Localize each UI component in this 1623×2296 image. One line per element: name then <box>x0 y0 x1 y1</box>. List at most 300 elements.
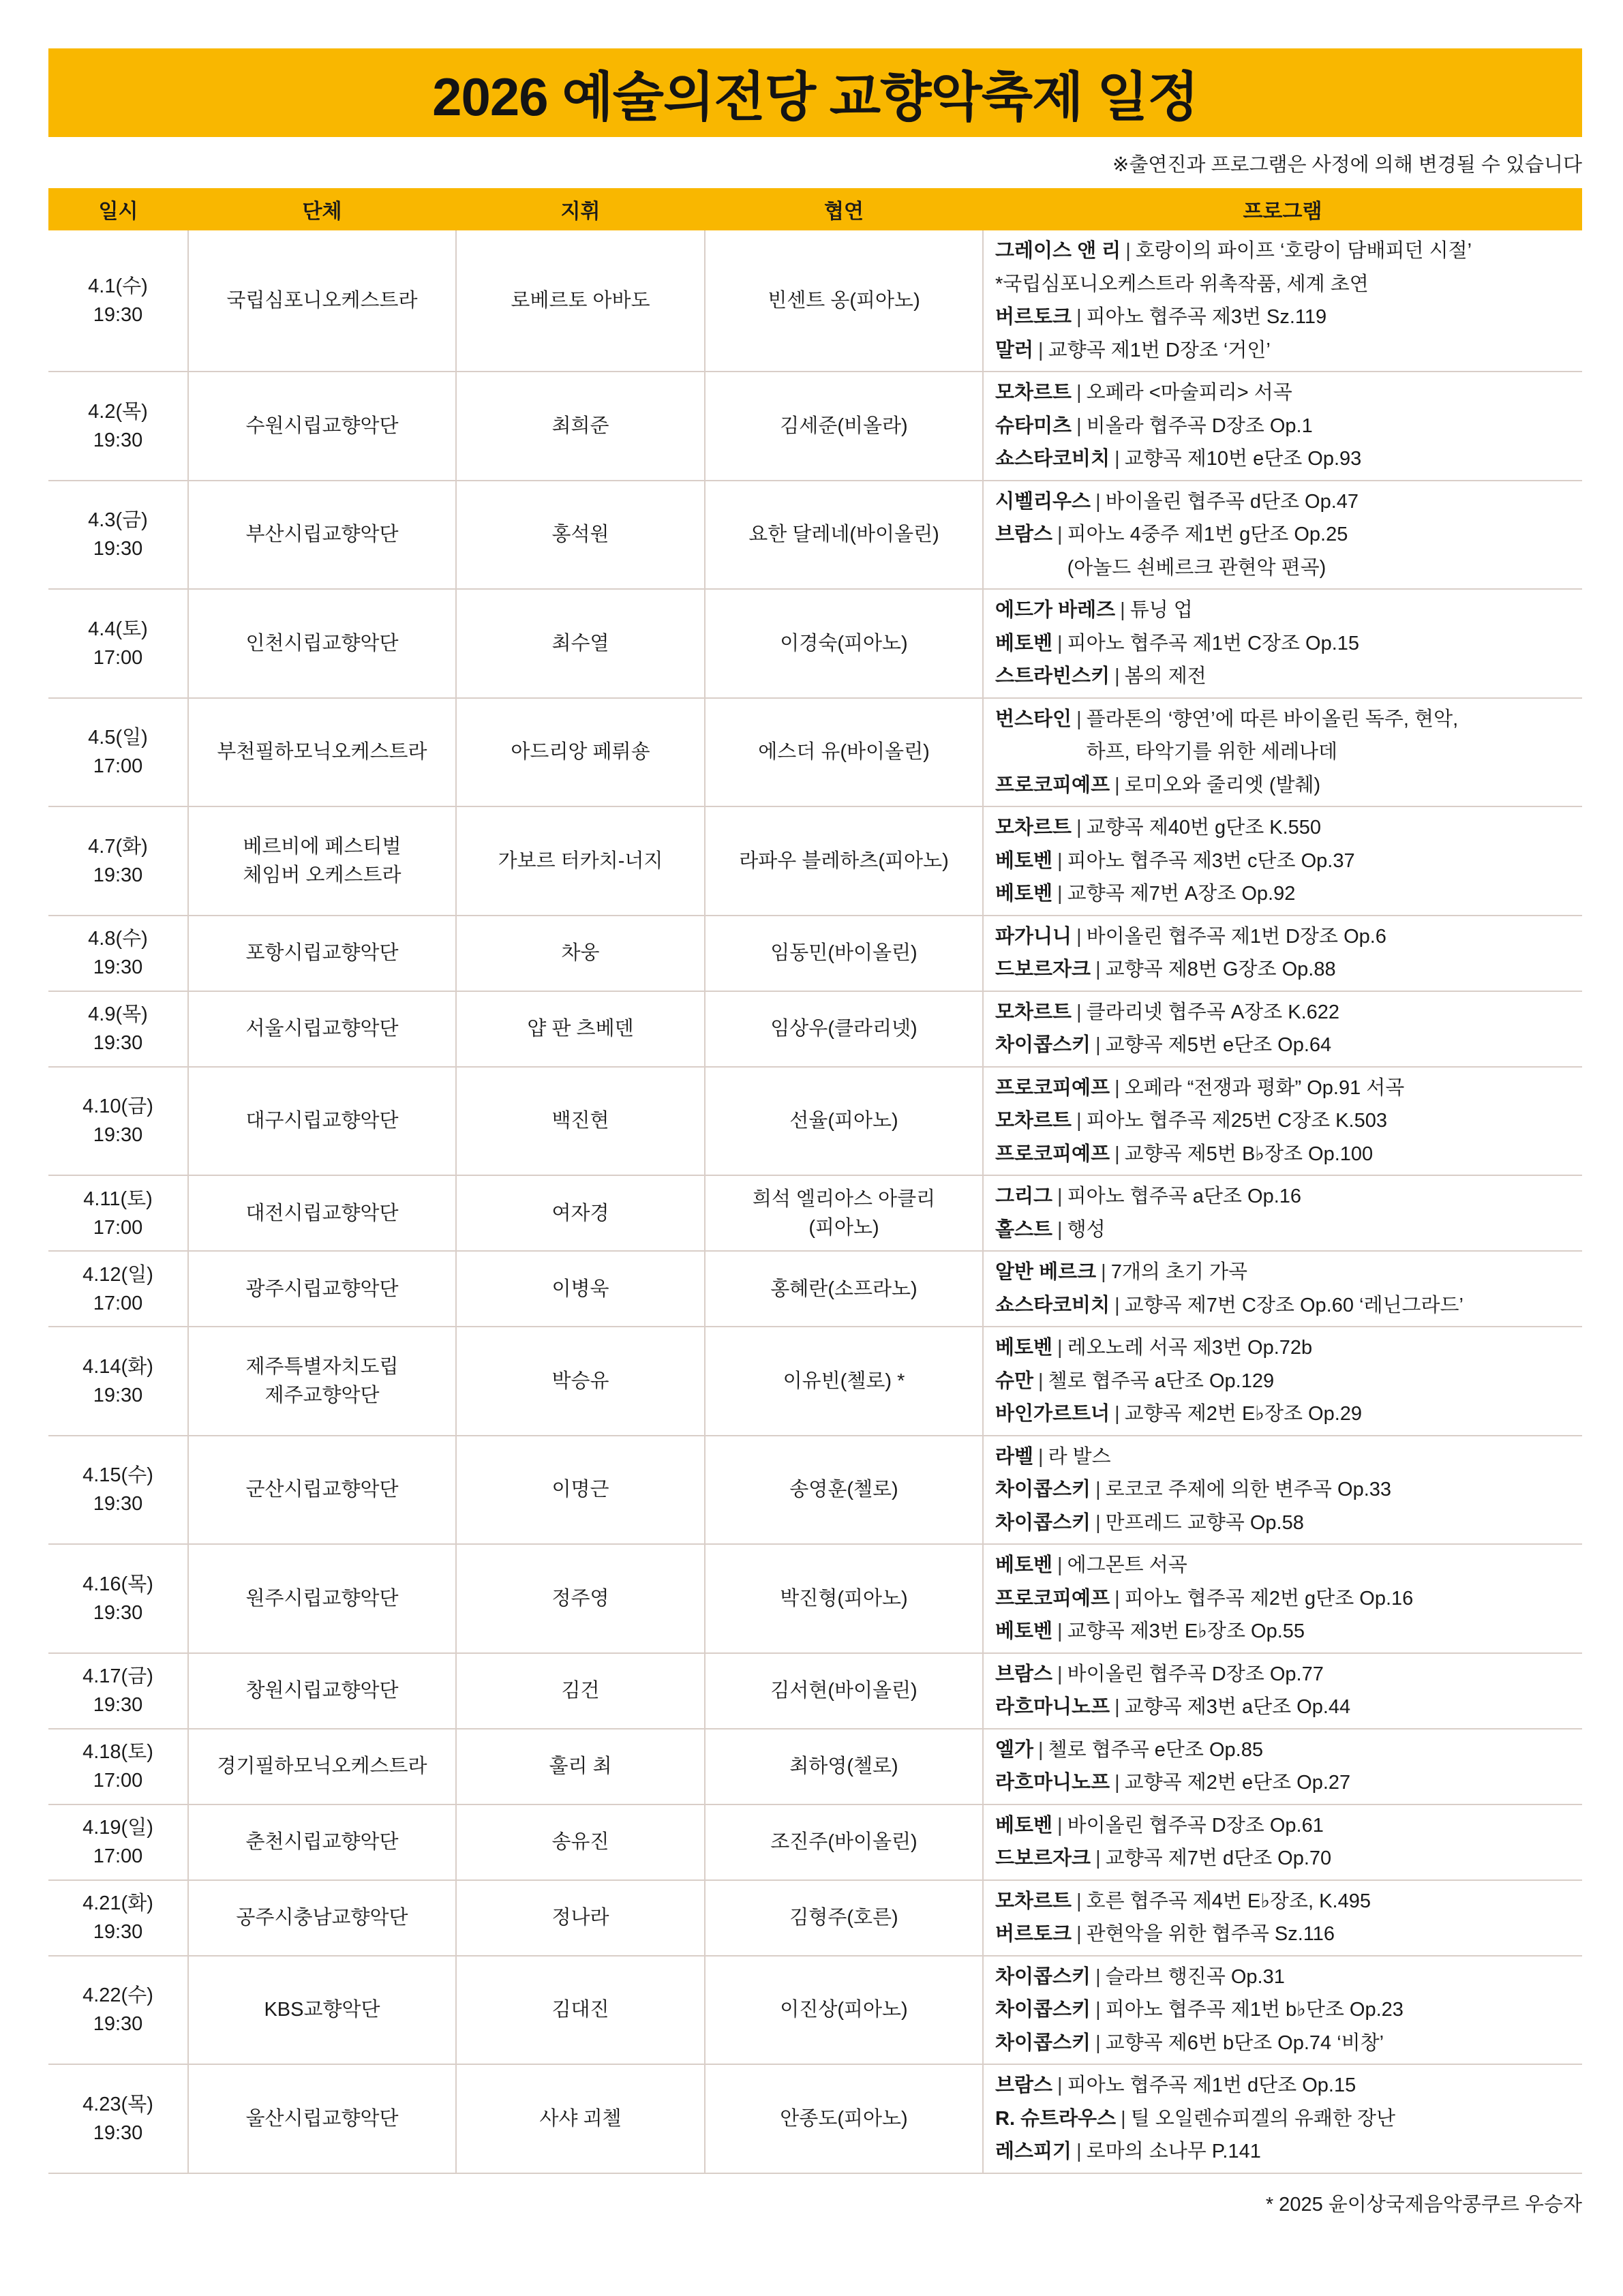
program-line <box>995 811 1575 845</box>
separator: | <box>1120 599 1125 621</box>
orchestra-cell <box>188 1880 456 1956</box>
date-text: 4.7(화) <box>88 835 148 858</box>
orchestra-cell <box>188 481 456 590</box>
work-title: 교향곡 제6번 b단조 Op.74 ‘비창’ <box>1105 2031 1384 2054</box>
schedule-table <box>48 188 1582 2174</box>
datetime-cell <box>48 481 188 590</box>
time-text: 19:30 <box>93 2013 143 2036</box>
separator: | <box>1057 1218 1063 1241</box>
composer-name: 버르토크 <box>995 306 1072 328</box>
work-title: 호른 협주곡 제4번 E♭장조, K.495 <box>1086 1890 1371 1912</box>
separator: | <box>1076 1110 1082 1132</box>
soloist-cell <box>705 1436 983 1545</box>
orchestra-name: 공주시충남교향악단 <box>236 1907 408 1929</box>
separator: | <box>1121 2107 1126 2130</box>
orchestra-cell <box>188 1327 456 1436</box>
soloist-name: 임동민(바이올린) <box>770 942 917 964</box>
soloist-cell <box>705 1956 983 2065</box>
work-title: 관현악을 위한 협주곡 Sz.116 <box>1086 1923 1335 1945</box>
soloist-cell <box>705 1175 983 1251</box>
composer-name: 말러 <box>995 339 1034 361</box>
conductor-cell <box>456 1653 705 1729</box>
program-line <box>995 1213 1575 1247</box>
program-cell <box>983 1880 1582 1956</box>
work-title: 교향곡 제2번 E♭장조 Op.29 <box>1124 1403 1363 1425</box>
conductor-name: 박승유 <box>551 1370 609 1392</box>
conductor-name: 차웅 <box>561 942 600 964</box>
composer-name: 베토벤 <box>995 1620 1053 1642</box>
conductor-name: 이병욱 <box>551 1278 609 1300</box>
program-line <box>995 953 1575 986</box>
work-title: 교향곡 제3번 a단조 Op.44 <box>1124 1696 1351 1718</box>
composer-name: 베토벤 <box>995 1814 1053 1837</box>
composer-name: 프로코피예프 <box>995 774 1110 796</box>
work-title: 로마의 소나무 P.141 <box>1086 2141 1261 2162</box>
separator: | <box>1095 490 1101 513</box>
composer-name: 차이콥스키 <box>995 1965 1091 1988</box>
work-title: 피아노 협주곡 a단조 Op.16 <box>1067 1185 1302 1207</box>
work-title: 피아노 협주곡 제3번 c단조 Op.37 <box>1067 849 1355 872</box>
program-line <box>995 1180 1575 1213</box>
separator: | <box>1076 708 1082 730</box>
schedule-header <box>48 188 1582 230</box>
program-line <box>995 2027 1575 2060</box>
composer-name: 드보르자크 <box>995 958 1091 980</box>
program-line <box>995 1398 1575 1431</box>
conductor-cell <box>456 589 705 698</box>
separator: | <box>1076 414 1082 437</box>
datetime-cell <box>48 991 188 1067</box>
orchestra-name: 춘천시립교향악단 <box>245 1831 399 1853</box>
work-title: 교향곡 제1번 D장조 ‘거인’ <box>1048 339 1271 361</box>
conductor-cell <box>456 1067 705 1176</box>
date-text: 4.10(금) <box>82 1096 153 1118</box>
program-line <box>995 594 1575 627</box>
program-line <box>995 2135 1575 2169</box>
time-text: 17:00 <box>93 1216 143 1239</box>
program-cell <box>983 916 1582 991</box>
work-title: 바이올린 협주곡 D장조 Op.61 <box>1067 1814 1324 1837</box>
schedule-row <box>48 698 1582 807</box>
separator: | <box>1076 1923 1082 1945</box>
work-title: 피아노 협주곡 제25번 C장조 K.503 <box>1086 1110 1387 1132</box>
program-cell <box>983 1804 1582 1880</box>
orchestra-name: 대구시립교향악단 <box>245 1110 399 1132</box>
soloist-cell <box>705 991 983 1067</box>
date-text: 4.19(일) <box>82 1817 153 1839</box>
conductor-cell <box>456 1251 705 1327</box>
separator: | <box>1038 339 1044 361</box>
date-text: 4.2(목) <box>88 400 148 423</box>
separator: | <box>1095 2031 1101 2054</box>
program-line <box>995 1734 1575 1767</box>
program-line <box>995 1256 1575 1289</box>
composer-name: 모차르트 <box>995 382 1072 404</box>
orchestra-cell <box>188 698 456 807</box>
composer-name: 버르토크 <box>995 1923 1072 1945</box>
work-title: 비올라 협주곡 D장조 Op.1 <box>1086 414 1313 437</box>
program-cell <box>983 1327 1582 1436</box>
time-text: 17:00 <box>93 646 143 669</box>
separator: | <box>1057 1554 1063 1576</box>
composer-name: 레스피기 <box>995 2141 1072 2162</box>
soloist-name: 송영훈(첼로) <box>789 1479 898 1501</box>
program-line <box>995 1289 1575 1323</box>
composer-name: 그레이스 앤 리 <box>995 240 1121 262</box>
datetime-cell <box>48 806 188 916</box>
schedule-row <box>48 1067 1582 1176</box>
program-cell <box>983 1067 1582 1176</box>
program-line <box>995 2102 1575 2136</box>
time-text: 19:30 <box>93 429 143 451</box>
conductor-name: 백진현 <box>551 1110 609 1132</box>
time-text: 19:30 <box>93 1384 143 1406</box>
orchestra-name: 대전시립교향악단 <box>245 1202 399 1224</box>
soloist-cell <box>705 372 983 481</box>
work-title-continued: (아놀드 쇤베르크 관현악 편곡) <box>1067 556 1326 579</box>
work-title: 에그몬트 서곡 <box>1067 1554 1187 1576</box>
orchestra-name: KBS교향악단 <box>264 1999 380 2021</box>
work-title: 슬라브 행진곡 Op.31 <box>1105 1965 1285 1988</box>
time-text: 17:00 <box>93 1292 143 1314</box>
soloist-name: 김세준(비올라) <box>780 414 908 437</box>
schedule-row <box>48 1175 1582 1251</box>
work-title: 첼로 협주곡 a단조 Op.129 <box>1048 1370 1275 1392</box>
time-text: 19:30 <box>93 1493 143 1515</box>
datetime-cell <box>48 1544 188 1653</box>
orchestra-cell <box>188 1067 456 1176</box>
program-line <box>995 1029 1575 1062</box>
soloist-name: 박진형(피아노) <box>780 1587 908 1610</box>
program-line <box>995 1809 1575 1843</box>
composer-name: 브람스 <box>995 524 1053 545</box>
program-cell <box>983 806 1582 916</box>
separator: | <box>1057 632 1063 654</box>
separator: | <box>1114 1696 1120 1718</box>
separator: | <box>1114 1403 1120 1425</box>
time-text: 19:30 <box>93 1921 143 1943</box>
separator: | <box>1114 1143 1120 1165</box>
composer-name: 그리그 <box>995 1185 1053 1207</box>
composer-name: 슈타미츠 <box>995 414 1072 437</box>
datetime-cell <box>48 1175 188 1251</box>
separator: | <box>1095 958 1101 980</box>
time-text: 19:30 <box>93 1032 143 1054</box>
program-line <box>995 1473 1575 1507</box>
schedule-row <box>48 1327 1582 1436</box>
conductor-name: 정나라 <box>551 1907 609 1929</box>
work-title: 호랑이의 파이프 ‘호랑이 담배피던 시절’ <box>1135 240 1472 262</box>
schedule-row <box>48 1544 1582 1653</box>
work-title: 바이올린 협주곡 d단조 Op.47 <box>1105 490 1359 513</box>
separator: | <box>1114 774 1120 796</box>
composer-name: 모차르트 <box>995 1890 1072 1912</box>
datetime-cell <box>48 589 188 698</box>
conductor-name: 얍 판 츠베덴 <box>527 1018 634 1040</box>
date-text: 4.15(수) <box>82 1464 153 1487</box>
separator: | <box>1057 2074 1063 2096</box>
work-title: 피아노 협주곡 제1번 C장조 Op.15 <box>1067 632 1360 654</box>
conductor-cell <box>456 481 705 590</box>
separator: | <box>1095 1965 1101 1988</box>
separator: | <box>1095 1479 1101 1500</box>
program-line <box>995 1138 1575 1171</box>
soloist-cell <box>705 1544 983 1653</box>
program-line <box>995 1691 1575 1724</box>
separator: | <box>1095 1999 1101 2021</box>
separator: | <box>1076 1890 1082 1912</box>
program-line <box>995 1615 1575 1648</box>
soloist-name: 김형주(호른) <box>789 1907 898 1929</box>
separator: | <box>1057 524 1063 545</box>
schedule-body <box>48 230 1582 2173</box>
soloist-name: (피아노) <box>808 1216 879 1239</box>
datetime-cell <box>48 698 188 807</box>
composer-name: 스트라빈스키 <box>995 665 1110 687</box>
separator: | <box>1076 1001 1082 1023</box>
program-line <box>995 442 1575 476</box>
program-note: *국립심포니오케스트라 위촉작품, 세계 초연 <box>995 273 1369 295</box>
composer-name: 에드가 바레즈 <box>995 599 1116 621</box>
soloist-name: 최하영(첼로) <box>789 1755 898 1777</box>
header-row <box>48 188 1582 230</box>
time-text: 19:30 <box>93 1694 143 1716</box>
orchestra-cell <box>188 1544 456 1653</box>
composer-name: 베토벤 <box>995 1554 1053 1576</box>
orchestra-name: 부산시립교향악단 <box>245 524 399 546</box>
program-line <box>995 1658 1575 1691</box>
composer-name: 차이콥스키 <box>995 1999 1091 2021</box>
schedule-row <box>48 2064 1582 2173</box>
conductor-cell <box>456 991 705 1067</box>
orchestra-name: 제주교향악단 <box>264 1384 380 1406</box>
program-cell <box>983 1436 1582 1545</box>
orchestra-cell <box>188 1436 456 1545</box>
program-line <box>995 1440 1575 1474</box>
schedule-row <box>48 1804 1582 1880</box>
program-cell <box>983 589 1582 698</box>
soloist-name: 희석 엘리아스 아클리 <box>752 1188 936 1210</box>
orchestra-name: 부천필하모닉오케스트라 <box>217 741 427 764</box>
program-cell <box>983 372 1582 481</box>
conductor-name: 홍석원 <box>551 524 609 546</box>
program-line <box>995 410 1575 443</box>
time-text: 19:30 <box>93 1601 143 1624</box>
orchestra-name: 제주특별자치도립 <box>245 1355 399 1378</box>
program-line <box>995 1961 1575 1994</box>
composer-name: 베토벤 <box>995 849 1053 872</box>
orchestra-cell <box>188 1804 456 1880</box>
datetime-cell <box>48 1327 188 1436</box>
program-line <box>995 235 1575 268</box>
program-line <box>995 920 1575 954</box>
work-title: 클라리넷 협주곡 A장조 K.622 <box>1086 1001 1340 1023</box>
composer-name: 엘가 <box>995 1738 1034 1761</box>
datetime-cell <box>48 1251 188 1327</box>
orchestra-name: 국립심포니오케스트라 <box>226 290 418 312</box>
soloist-name: 빈센트 옹(피아노) <box>768 290 920 312</box>
work-title: 봄의 제전 <box>1124 665 1207 687</box>
composer-name: 시벨리우스 <box>995 490 1091 513</box>
datetime-cell <box>48 230 188 372</box>
conductor-name: 송유진 <box>551 1831 609 1853</box>
separator: | <box>1101 1261 1106 1283</box>
separator: | <box>1076 2141 1082 2162</box>
program-line <box>995 552 1575 585</box>
composer-name: 브람스 <box>995 1663 1053 1685</box>
conductor-name: 로베르토 아바도 <box>511 290 650 312</box>
composer-name: 베토벤 <box>995 632 1053 654</box>
orchestra-name: 인천시립교향악단 <box>245 632 399 654</box>
conductor-cell <box>456 1956 705 2065</box>
datetime-cell <box>48 1880 188 1956</box>
orchestra-cell <box>188 916 456 991</box>
conductor-cell <box>456 1327 705 1436</box>
soloist-name: 선율(피아노) <box>789 1110 898 1132</box>
date-text: 4.17(금) <box>82 1665 153 1687</box>
schedule-row <box>48 589 1582 698</box>
work-title: 피아노 협주곡 제1번 d단조 Op.15 <box>1067 2074 1356 2096</box>
change-notice: ※출연진과 프로그램은 사정에 의해 변경될 수 있습니다 <box>1112 154 1582 176</box>
program-line <box>995 485 1575 519</box>
conductor-name: 훌리 최 <box>549 1755 612 1777</box>
orchestra-name: 포항시립교향악단 <box>245 942 399 964</box>
date-text: 4.4(토) <box>88 618 148 640</box>
conductor-name: 아드리앙 페뤼숑 <box>511 741 650 764</box>
separator: | <box>1038 1445 1044 1468</box>
program-line <box>995 301 1575 334</box>
conductor-cell <box>456 806 705 916</box>
soloist-cell <box>705 2064 983 2173</box>
orchestra-cell <box>188 1175 456 1251</box>
schedule-row <box>48 1880 1582 1956</box>
conductor-cell <box>456 1880 705 1956</box>
time-text: 19:30 <box>93 1124 143 1147</box>
work-title: 교향곡 제7번 d단조 Op.70 <box>1105 1847 1332 1869</box>
separator: | <box>1057 1337 1063 1359</box>
soloist-cell <box>705 916 983 991</box>
conductor-cell <box>456 698 705 807</box>
orchestra-cell <box>188 1251 456 1327</box>
composer-name: 베토벤 <box>995 883 1053 905</box>
composer-name: 라흐마니노프 <box>995 1772 1110 1794</box>
program-cell <box>983 1729 1582 1804</box>
program-line <box>995 1549 1575 1582</box>
work-title: 로코코 주제에 의한 변주곡 Op.33 <box>1105 1479 1392 1500</box>
date-text: 4.1(수) <box>88 275 148 297</box>
date-text: 4.11(토) <box>83 1188 153 1210</box>
datetime-cell <box>48 1956 188 2065</box>
composer-name: 모차르트 <box>995 1110 1072 1132</box>
separator: | <box>1038 1370 1044 1392</box>
soloist-name: 홍혜란(소프라노) <box>770 1278 917 1300</box>
work-title: 오페라 <마술피리> 서곡 <box>1086 382 1292 404</box>
composer-name: 프로코피예프 <box>995 1076 1110 1099</box>
conductor-cell <box>456 372 705 481</box>
composer-name: 드보르자크 <box>995 1847 1091 1869</box>
datetime-cell <box>48 1653 188 1729</box>
program-line <box>995 1766 1575 1800</box>
conductor-name: 가보르 터카치-너지 <box>498 849 663 872</box>
datetime-cell <box>48 372 188 481</box>
program-cell <box>983 1175 1582 1251</box>
datetime-cell <box>48 916 188 991</box>
program-cell <box>983 481 1582 590</box>
datetime-cell <box>48 1804 188 1880</box>
separator: | <box>1095 1511 1101 1534</box>
date-text: 4.5(일) <box>88 727 148 749</box>
date-text: 4.23(목) <box>82 2093 153 2115</box>
program-line <box>995 736 1575 769</box>
conductor-cell <box>456 1729 705 1804</box>
separator: | <box>1114 1294 1120 1316</box>
title-banner <box>48 48 1582 137</box>
orchestra-name: 광주시립교향악단 <box>245 1278 399 1300</box>
separator: | <box>1076 817 1082 839</box>
time-text: 17:00 <box>93 1770 143 1792</box>
work-title: 라 발스 <box>1048 1445 1111 1468</box>
date-text: 4.12(일) <box>82 1263 153 1286</box>
composer-name: 브람스 <box>995 2074 1053 2096</box>
program-line <box>995 660 1575 693</box>
program-line <box>995 1507 1575 1540</box>
time-text: 17:00 <box>93 1845 143 1867</box>
program-line <box>995 627 1575 661</box>
time-text: 19:30 <box>93 538 143 560</box>
conductor-cell <box>456 2064 705 2173</box>
work-title: 7개의 초기 가곡 <box>1110 1261 1248 1283</box>
soloist-name: 요한 달레네(바이올린) <box>748 524 939 546</box>
conductor-name: 사샤 괴첼 <box>539 2107 622 2130</box>
soloist-cell <box>705 1729 983 1804</box>
soloist-cell <box>705 230 983 372</box>
conductor-name: 최수열 <box>551 632 609 654</box>
soloist-name: 에스더 유(바이올린) <box>758 741 930 764</box>
separator: | <box>1076 306 1082 328</box>
composer-name: 모차르트 <box>995 817 1072 839</box>
composer-name: 차이콥스키 <box>995 1034 1091 1056</box>
program-line <box>995 1918 1575 1951</box>
work-title: 교향곡 제5번 e단조 Op.64 <box>1105 1034 1332 1056</box>
schedule-row <box>48 916 1582 991</box>
work-title: 피아노 협주곡 제3번 Sz.119 <box>1086 306 1327 328</box>
time-text: 19:30 <box>93 2121 143 2144</box>
soloist-name: 김서현(바이올린) <box>770 1680 917 1702</box>
time-text: 19:30 <box>93 864 143 886</box>
conductor-name: 최희준 <box>551 414 609 437</box>
soloist-name: 이진상(피아노) <box>780 1999 908 2021</box>
orchestra-name: 울산시립교향악단 <box>245 2107 399 2130</box>
soloist-name: 임상우(클라리넷) <box>770 1018 917 1040</box>
work-title: 피아노 4중주 제1번 g단조 Op.25 <box>1067 524 1348 545</box>
composer-name: 차이콥스키 <box>995 1511 1091 1534</box>
schedule-row <box>48 1956 1582 2065</box>
schedule-row <box>48 230 1582 372</box>
datetime-cell <box>48 1067 188 1176</box>
date-text: 4.8(수) <box>88 928 148 950</box>
separator: | <box>1057 883 1063 905</box>
conductor-cell <box>456 230 705 372</box>
soloist-cell <box>705 1880 983 1956</box>
work-title: 교향곡 제7번 A장조 Op.92 <box>1067 883 1296 905</box>
orchestra-cell <box>188 589 456 698</box>
program-cell <box>983 1251 1582 1327</box>
conductor-name: 김대진 <box>551 1999 609 2021</box>
work-title: 교향곡 제7번 C장조 Op.60 ‘레닌그라드’ <box>1124 1294 1463 1316</box>
separator: | <box>1057 849 1063 872</box>
composer-name: 알반 베르크 <box>995 1261 1097 1283</box>
soloist-cell <box>705 481 983 590</box>
